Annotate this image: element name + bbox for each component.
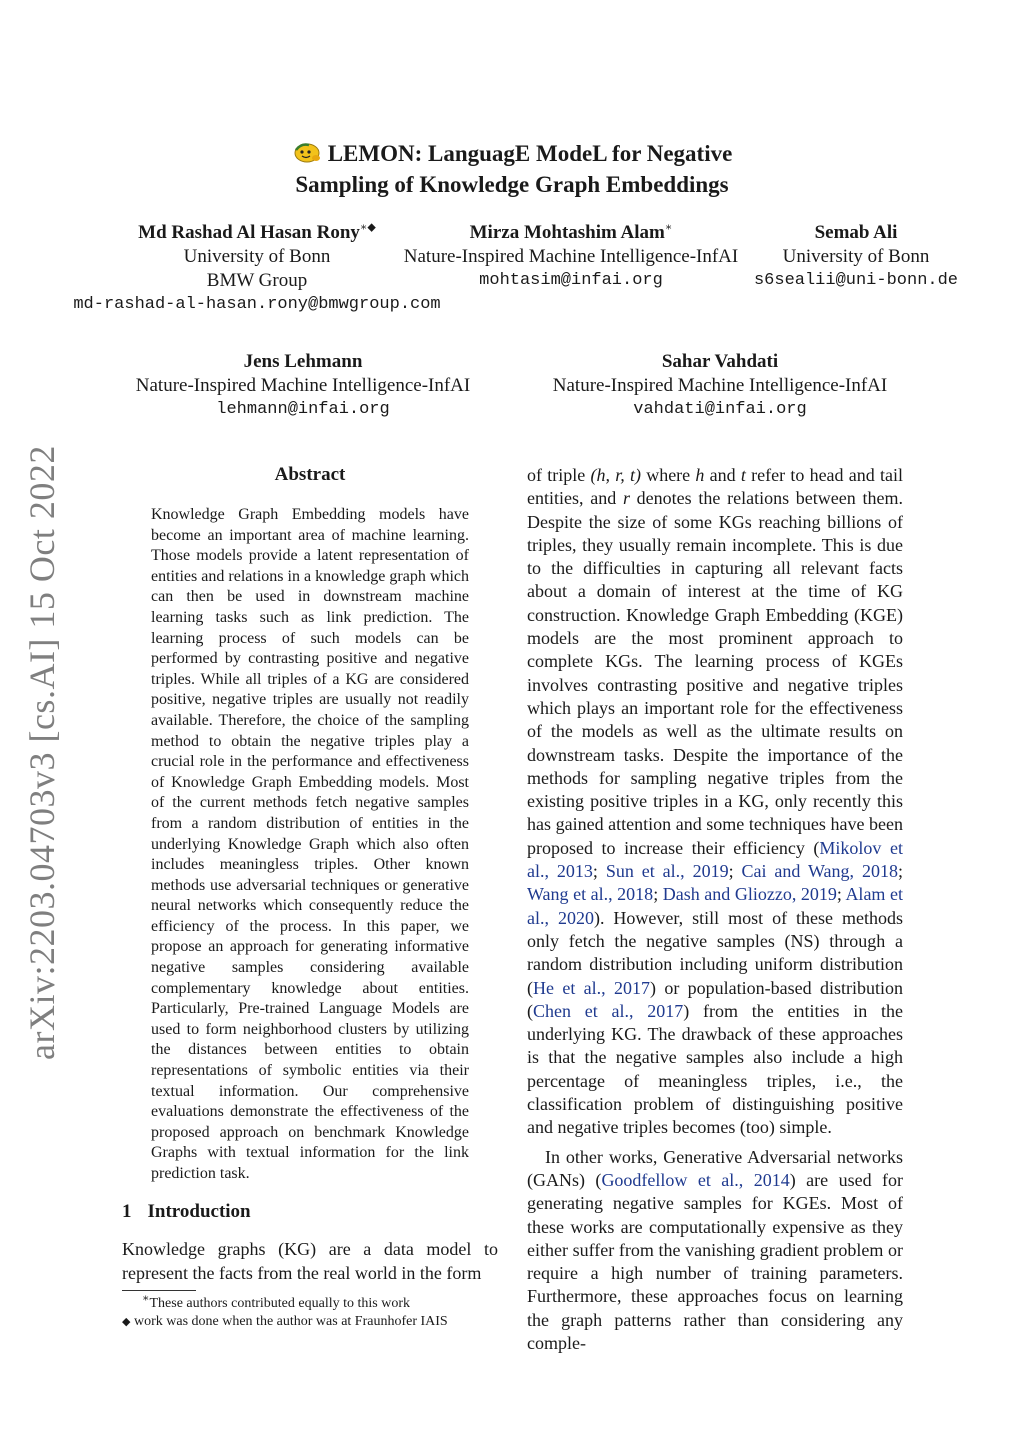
author-affiliation: Nature-Inspired Machine Intelligence-InfAI bbox=[135, 375, 471, 396]
citation-link[interactable]: Alam et al., 2020 bbox=[527, 884, 903, 928]
intro-right-column bbox=[527, 464, 903, 1355]
author-email[interactable]: md-rashad-al-hasan.rony@bmwgroup.com bbox=[73, 295, 441, 314]
lemon-icon bbox=[292, 140, 322, 171]
title-line-1: LEMON: LanguagE ModeL for Negative bbox=[327, 141, 733, 166]
author-marks: ∗ bbox=[664, 221, 673, 234]
author-name: Semab Ali bbox=[814, 222, 898, 243]
intro-left-text: Knowledge graphs (KG) are a data model to represent the facts from the real world in the form bbox=[122, 1239, 498, 1283]
author-marks: ∗◆ bbox=[359, 221, 376, 234]
author-email[interactable]: vahdati@infai.org bbox=[633, 400, 807, 419]
citation-link[interactable]: Dash and Gliozzo, 2019 bbox=[662, 884, 837, 905]
author-block-alam bbox=[385, 221, 757, 293]
paper-title bbox=[200, 140, 824, 199]
footnotes bbox=[122, 1292, 522, 1331]
author-affiliation: University of Bonn bbox=[183, 246, 331, 267]
triple-notation: (h, r, t) bbox=[590, 465, 641, 485]
author-affiliation-2: BMW Group bbox=[206, 270, 308, 291]
author-email[interactable]: lehmann@infai.org bbox=[216, 400, 390, 419]
citation-link[interactable]: He et al., 2017 bbox=[533, 977, 650, 998]
author-block-ali bbox=[750, 221, 962, 293]
citation-link[interactable]: Goodfellow et al., 2014 bbox=[601, 1169, 790, 1190]
section-title: Introduction bbox=[147, 1201, 251, 1222]
abstract-text: Knowledge Graph Embedding models have become an important area of machine learning. Those models provide a latent representation of entities and relations in a knowledge graph which can then be used in downstream machine learning tasks such as link prediction. The learning process of such models can be performed by contrasting positive and negative triples. While all triples of a KG are considered positive, negative triples are usually not readily available. Therefore, the choice of the sampling method to obtain the negative triples play a crucial role in the performance and effectiveness of Knowledge Graph Embedding models. Most of the current methods fetch negative samples from a random distribution of entities in the underlying Knowledge Graph which also often includes meaningless triples. Other known methods use adversarial techniques or generative neural networks which consequently reduce the efficiency of the process. In this paper, we propose an approach for generating informative negative samples considering available complementary knowledge about entities. Particularly, Pre-trained Language Models are used to form neighborhood clusters by utilizing the distances between entities to obtain representations of symbolic entities via their textual information. Our comprehensive evaluations demonstrate the effectiveness of the proposed approach on benchmark Knowledge Graphs with textual information for the link prediction task. bbox=[151, 506, 469, 1182]
citation-link[interactable]: Sun et al., 2019 bbox=[605, 861, 729, 882]
author-affiliation: Nature-Inspired Machine Intelligence-InfAI bbox=[403, 246, 739, 267]
author-name: Sahar Vahdati bbox=[661, 351, 779, 372]
citation-link[interactable]: Wang et al., 2018 bbox=[527, 884, 654, 905]
author-email[interactable]: mohtasim@infai.org bbox=[479, 271, 663, 290]
section-heading bbox=[122, 1201, 251, 1223]
abstract-heading: Abstract bbox=[274, 464, 346, 485]
author-name: Mirza Mohtashim Alam bbox=[469, 222, 665, 243]
author-name: Md Rashad Al Hasan Rony bbox=[138, 222, 360, 243]
citation-link[interactable]: Mikolov et al., 2013 bbox=[527, 837, 903, 882]
author-email[interactable]: s6sealii@uni-bonn.de bbox=[753, 271, 959, 290]
title-line-2: Sampling of Knowledge Graph Embeddings bbox=[295, 172, 729, 197]
citation-link[interactable]: Cai and Wang, 2018 bbox=[741, 861, 898, 882]
author-block-lehmann bbox=[110, 350, 496, 422]
arxiv-stamp: arXiv:2203.04703v3 [cs.AI] 15 Oct 2022 bbox=[22, 445, 62, 1060]
author-block-vahdati bbox=[527, 350, 913, 422]
citation-link[interactable]: Chen et al., 2017 bbox=[533, 1000, 684, 1021]
author-affiliation: University of Bonn bbox=[782, 246, 930, 267]
footnote-2: ◆ work was done when the author was at Fraunhofer IAIS bbox=[122, 1314, 448, 1329]
author-affiliation: Nature-Inspired Machine Intelligence-InfAI bbox=[552, 375, 888, 396]
footnote-rule bbox=[122, 1290, 196, 1291]
author-name: Jens Lehmann bbox=[243, 351, 363, 372]
intro-paragraph-2: In other works, Generative Adversarial networks (GANs) (Goodfellow et al., 2014) are used for generating negative samples for KGEs. Most of these works are computationally expensive as they either suffer from the vanishing gradient problem or require a high number of training parameters. Furthermore, these approaches focus on learning the graph patterns rather than considering any comple- bbox=[527, 1146, 904, 1353]
footnote-1: ∗These authors contributed equally to this work bbox=[142, 1292, 410, 1311]
section-number: 1 bbox=[122, 1201, 132, 1222]
intro-paragraph-1: of triple (h, r, t) where h and t refer to head and tail entities, and r denotes the relations between them. Despite the size of some KGs reaching billions of triples, they usually remain incomplete. This is due to the difficulties in capturing all relevant facts about a domain of interest at the time of KG construction. Knowledge Graph Embedding (KGE) models are the most prominent approach to complete KGs. The learning process of KGEs involves contrasting positive and negative triples which plays an important role for the effectiveness of the models as well as the ultimate results on downstream tasks. Despite the importance of the methods for sampling negative triples from the existing positive triples in a KG, only recently this has gained attention and some techniques have been proposed to increase their efficiency (Mikolov et al., 2013; Sun et al., 2019; Cai and Wang, 2018; Wang et al., 2018; Dash and Gliozzo, 2019; Alam et al., 2020). However, still most of these methods only fetch the negative samples (NS) through a random distribution including uniform distribution (He et al., 2017) or population-based distribution (Chen et al., 2017) from the entities in the underlying KG. The drawback of these approaches is that the negative samples also include a high percentage of meaningless triples, i.e., the classification problem of distinguishing positive and negative triples becomes (too) simple. bbox=[527, 465, 904, 1138]
